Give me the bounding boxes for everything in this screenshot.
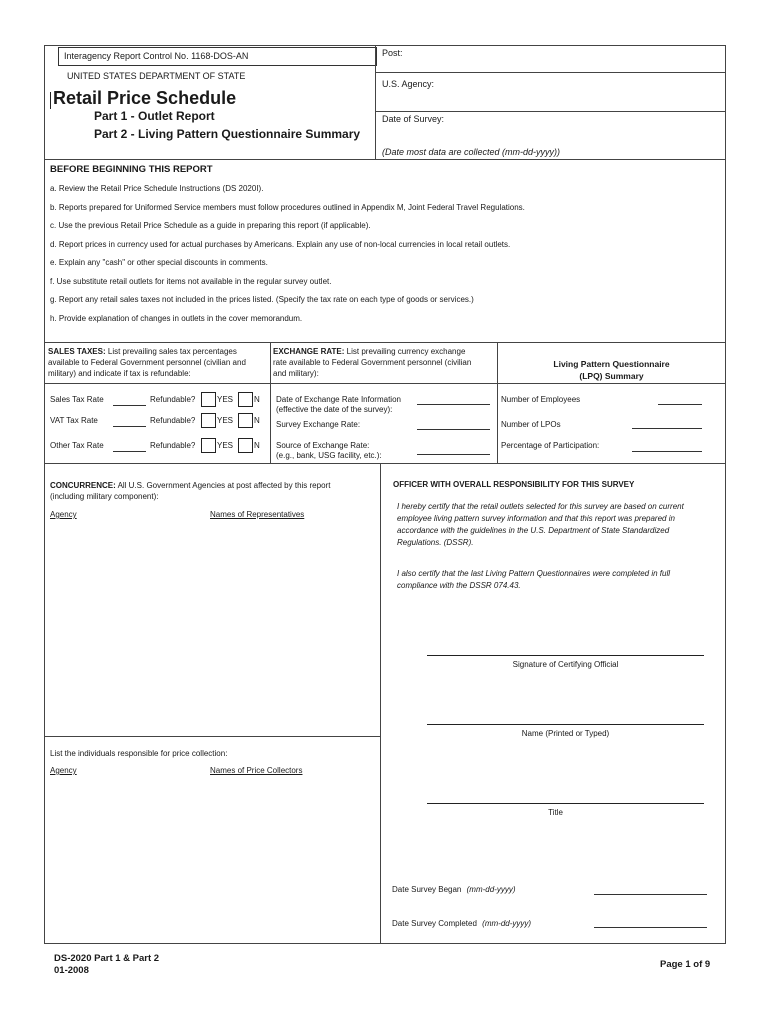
instruction-item: c. Use the previous Retail Price Schedule as a guide in preparing this report (if applicable). (50, 221, 371, 230)
instruction-item: a. Review the Retail Price Schedule Instructions (DS 2020I). (50, 184, 264, 193)
date-began-label (392, 885, 516, 894)
control-no: Interagency Report Control No. 1168-DOS-AN (64, 51, 249, 61)
other-tax-rate-input[interactable] (113, 451, 146, 452)
no-label: N (254, 416, 260, 425)
exchange-date-label: Date of Exchange Rate Information (276, 395, 401, 404)
yes-label: YES (217, 416, 234, 425)
certification-text: employee living pattern survey information and that this report was prepared in (397, 514, 675, 523)
instruction-item: g. Report any retail sales taxes not included in the prices listed. (Specify the tax rate on each type of goods or services.) (50, 295, 474, 304)
certification-text: accordance with the guidelines in the U.S. Department of State Standardized (397, 526, 670, 535)
post-label: Post: (382, 48, 403, 58)
instructions-heading: BEFORE BEGINNING THIS REPORT (50, 164, 213, 175)
concurrence-heading: CONCURRENCE: (50, 481, 116, 490)
other-tax-yes-checkbox[interactable] (201, 438, 216, 453)
lpq-subtitle: (LPQ) Summary (579, 371, 644, 381)
date-of-survey-hint: (Date most data are collected (mm-dd-yyyy)) (382, 147, 561, 157)
lpq-title: Living Pattern Questionnaire (553, 359, 670, 369)
agency-label: U.S. Agency: (382, 79, 435, 89)
date-format-hint: (mm-dd-yyyy) (482, 919, 532, 928)
concurrence-intro (50, 481, 330, 490)
instruction-item: h. Provide explanation of changes in outlets in the cover memorandum. (50, 314, 303, 323)
exchange-rate-text: rate available to Federal Government personnel (civilian (273, 358, 472, 367)
post-field[interactable] (376, 60, 724, 71)
title-line[interactable] (427, 803, 704, 804)
form-revision: 01-2008 (54, 965, 89, 976)
exchange-date-label-2: (effective the date of the survey): (276, 405, 393, 414)
concurrence-text: (including military component): (50, 492, 159, 501)
representatives-column-header: Names of Representatives (210, 510, 305, 519)
collector-agency-column-header: Agency (50, 766, 77, 775)
date-format-hint: (mm-dd-yyyy) (466, 885, 516, 894)
lpqs-label: Number of LPOs (501, 420, 561, 429)
refundable-label: Refundable? (150, 416, 196, 425)
agency-column-header: Agency (50, 510, 77, 519)
department: UNITED STATES DEPARTMENT OF STATE (67, 71, 246, 81)
participation-label: Percentage of Participation: (501, 441, 600, 450)
certification-text: compliance with the DSSR 074.43. (397, 581, 521, 590)
yes-label: YES (217, 395, 234, 404)
vat-tax-yes-checkbox[interactable] (201, 413, 216, 428)
date-of-survey-label: Date of Survey: (382, 114, 445, 124)
date-completed-input[interactable] (594, 927, 707, 928)
part2-title: Part 2 - Living Pattern Questionnaire Summary (94, 127, 361, 141)
exchange-source-input[interactable] (417, 454, 490, 455)
certification-text: I also certify that the last Living Pattern Questionnaires were completed in full (397, 569, 671, 578)
exchange-rate-text: and military): (273, 369, 319, 378)
collectors-entry-area[interactable] (46, 778, 378, 938)
instruction-item: f. Use substitute retail outlets for items not available in the regular survey outlet. (50, 277, 332, 286)
concurrence-entry-area[interactable] (46, 522, 378, 732)
vat-tax-rate-label: VAT Tax Rate (50, 416, 98, 425)
name-label: Name (Printed or Typed) (521, 729, 610, 738)
exchange-rate-text: List prevailing currency exchange (346, 347, 466, 356)
date-completed-text: Date Survey Completed (392, 919, 477, 928)
sales-tax-rate-label: Sales Tax Rate (50, 395, 104, 404)
part1-title: Part 1 - Outlet Report (94, 109, 215, 123)
name-line[interactable] (427, 724, 704, 725)
exchange-source-label-2: (e.g., bank, USG facility, etc.): (276, 451, 382, 460)
signature-line[interactable] (427, 655, 704, 656)
instruction-item: d. Report prices in currency used for actual purchases by Americans. Explain any use of non-local currencies in local retail outlets. (50, 240, 511, 249)
officer-heading: OFFICER WITH OVERALL RESPONSIBILITY FOR THIS SURVEY (393, 480, 635, 489)
exchange-rate-intro (273, 347, 465, 356)
page-number: Page 1 of 9 (660, 959, 711, 970)
sales-tax-yes-checkbox[interactable] (201, 392, 216, 407)
date-completed-label (392, 919, 531, 928)
page-title: Retail Price Schedule (53, 88, 237, 108)
sales-tax-rate-input[interactable] (113, 405, 146, 406)
price-collectors-column-header: Names of Price Collectors (210, 766, 303, 775)
certification-text: I hereby certify that the retail outlets selected for this survey are based on current (397, 502, 684, 511)
date-of-survey-field[interactable] (376, 126, 724, 140)
refundable-label: Refundable? (150, 395, 196, 404)
sales-taxes-text: available to Federal Government personnel (civilian and (48, 358, 246, 367)
vat-tax-no-checkbox[interactable] (238, 413, 253, 428)
employees-label: Number of Employees (501, 395, 581, 404)
no-label: N (254, 441, 260, 450)
title-label: Title (548, 808, 563, 817)
collectors-text: List the individuals responsible for price collection: (50, 749, 228, 758)
vat-tax-rate-input[interactable] (113, 426, 146, 427)
agency-field[interactable] (376, 90, 724, 110)
no-label: N (254, 395, 260, 404)
exchange-source-label: Source of Exchange Rate: (276, 441, 370, 450)
date-began-text: Date Survey Began (392, 885, 462, 894)
instruction-item: b. Reports prepared for Uniformed Service members must follow procedures outlined in Appendix M, Joint Federal Travel Regulations. (50, 203, 525, 212)
refundable-label: Refundable? (150, 441, 196, 450)
title-cursor (50, 92, 51, 109)
sales-taxes-heading: SALES TAXES: (48, 347, 106, 356)
instruction-item: e. Explain any "cash" or other special discounts in comments. (50, 258, 268, 267)
other-tax-no-checkbox[interactable] (238, 438, 253, 453)
sales-tax-no-checkbox[interactable] (238, 392, 253, 407)
lpqs-input[interactable] (632, 428, 702, 429)
form-number: DS-2020 Part 1 & Part 2 (54, 953, 160, 964)
survey-exchange-rate-label: Survey Exchange Rate: (276, 420, 361, 429)
exchange-date-input[interactable] (417, 404, 490, 405)
certification-text: Regulations. (DSSR). (397, 538, 474, 547)
date-began-input[interactable] (594, 894, 707, 895)
concurrence-text: All U.S. Government Agencies at post affected by this report (117, 481, 331, 490)
survey-exchange-rate-input[interactable] (417, 429, 490, 430)
exchange-rate-heading: EXCHANGE RATE: (273, 347, 345, 356)
signature-label: Signature of Certifying Official (512, 660, 619, 669)
other-tax-rate-label: Other Tax Rate (50, 441, 104, 450)
sales-taxes-intro (48, 347, 237, 356)
sales-taxes-text: military) and indicate if tax is refundable: (48, 369, 191, 378)
sales-taxes-text: List prevailing sales tax percentages (107, 347, 237, 356)
yes-label: YES (217, 441, 234, 450)
employees-input[interactable] (658, 404, 702, 405)
participation-input[interactable] (632, 451, 702, 452)
